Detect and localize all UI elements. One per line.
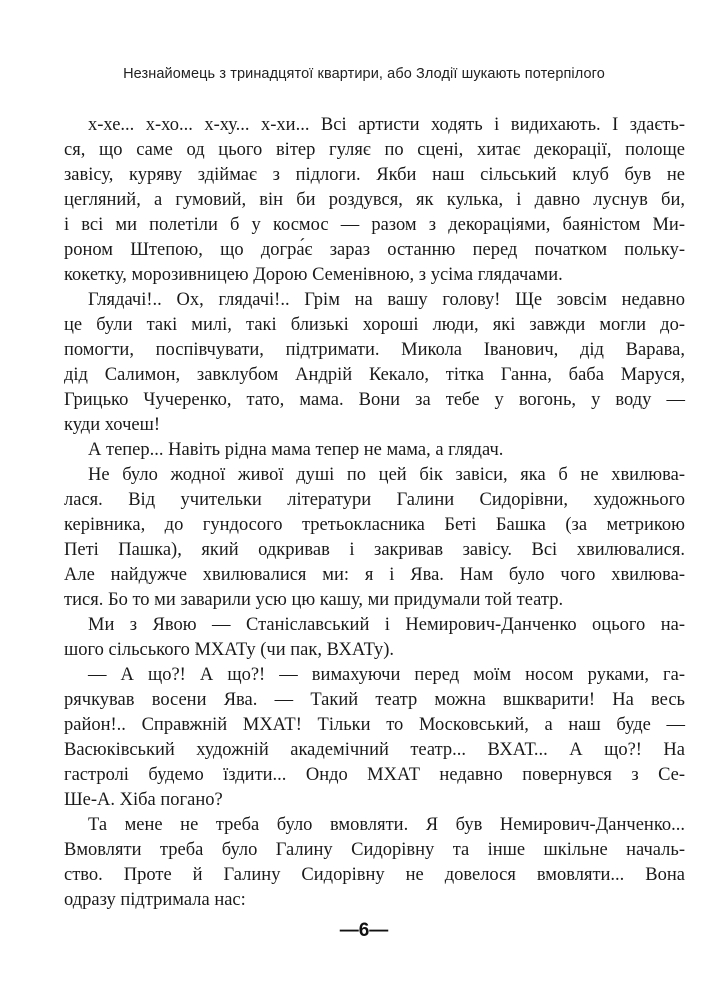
text-line: ство. Проте й Галину Сидорівну не довелося вмовляти... Вона	[64, 865, 685, 885]
text-line: Глядачі!.. Ох, глядачі!.. Грім на вашу голову! Ще зовсім недавно	[88, 290, 685, 310]
paragraph	[64, 113, 685, 288]
paragraph	[64, 613, 685, 663]
text-line: Петі Пашка), який одкривав і закривав завісу. Всі хвилювалися.	[64, 540, 685, 560]
text-line: Не було жодної живої душі по цей бік завіси, яка б не хвилюва-	[88, 465, 685, 485]
text-line: Але найдужче хвилювалися ми: я і Ява. Нам було чого хвилюва-	[64, 565, 685, 585]
text-line: роном Штепою, що догра́є зараз останню перед початком польку-	[64, 240, 685, 260]
text-line: — А що?! А що?! — вимахуючи перед моїм носом руками, га-	[88, 665, 685, 685]
paragraph	[64, 463, 685, 613]
paragraph	[64, 663, 685, 813]
text-line: Ше-А. Хіба погано?	[64, 790, 223, 810]
page-number: —6—	[339, 920, 389, 941]
text-line: одразу підтримала нас:	[64, 890, 246, 910]
text-line: завісу, куряву здіймає з підлоги. Якби наш сільський клуб був не	[64, 165, 685, 185]
text-line: кокетку, морозивницею Дорою Семенівною, з усіма глядачами.	[64, 265, 563, 285]
text-line: Та мене не треба було вмовляти. Я був Немирович-Данченко...	[88, 815, 685, 835]
text-line: лася. Від учительки літератури Галини Сидорівни, художнього	[64, 490, 685, 510]
text-line: шого сільського МХАТу (чи пак, ВХАТу).	[64, 640, 394, 660]
text-line: Вмовляти треба було Галину Сидорівну та інше шкільне началь-	[64, 840, 685, 860]
text-line: район!.. Справжній МХАТ! Тільки то Московський, а наш буде —	[64, 715, 685, 735]
paragraph	[64, 438, 685, 463]
text-line: гастролі будемо їздити... Ондо МХАТ недавно повернувся з Се-	[64, 765, 685, 785]
text-line: куди хочеш!	[64, 415, 160, 435]
paragraph	[64, 813, 685, 913]
text-line: А тепер... Навіть рідна мама тепер не мама, а глядач.	[88, 440, 504, 460]
text-line: помогти, поспівчувати, підтримати. Микола Іванович, дід Варава,	[64, 340, 685, 360]
paragraph	[64, 288, 685, 438]
text-line: х-хе... х-хо... х-ху... х-хи... Всі артисти ходять і видихають. І здаєть-	[88, 115, 685, 135]
running-header: Незнайомець з тринадцятої квартири, або Злодії шукають потерпілого	[123, 66, 605, 82]
text-line: дід Салимон, завклубом Андрій Кекало, тітка Ганна, баба Маруся,	[64, 365, 685, 385]
text-line: ся, що саме од цього вітер гуляє по сцені, хитає декорації, полоще	[64, 140, 685, 160]
text-line: керівника, до гундосого третьокласника Беті Башка (за метрикою	[64, 515, 685, 535]
text-line: і всі ми полетіли б у космос — разом з декораціями, баяністом Ми-	[64, 215, 685, 235]
text-line: це були такі милі, такі близькі хороші люди, які завжди могли до-	[64, 315, 685, 335]
text-line: цегляний, а гумовий, він би роздувся, як кулька, і давно луснув би,	[64, 190, 685, 210]
text-line: Васюківський художній академічний театр... ВХАТ... А що?! На	[64, 740, 685, 760]
text-line: рячкував восени Ява. — Такий театр можна вшкварити! На весь	[64, 690, 685, 710]
text-line: тися. Бо то ми заварили усю цю кашу, ми придумали той театр.	[64, 590, 564, 610]
body-text	[64, 113, 685, 913]
text-line: Ми з Явою — Станіславський і Немирович-Данченко оцього на-	[88, 615, 685, 635]
text-line: Грицько Чучеренко, тато, мама. Вони за тебе у вогонь, у воду —	[64, 390, 685, 410]
